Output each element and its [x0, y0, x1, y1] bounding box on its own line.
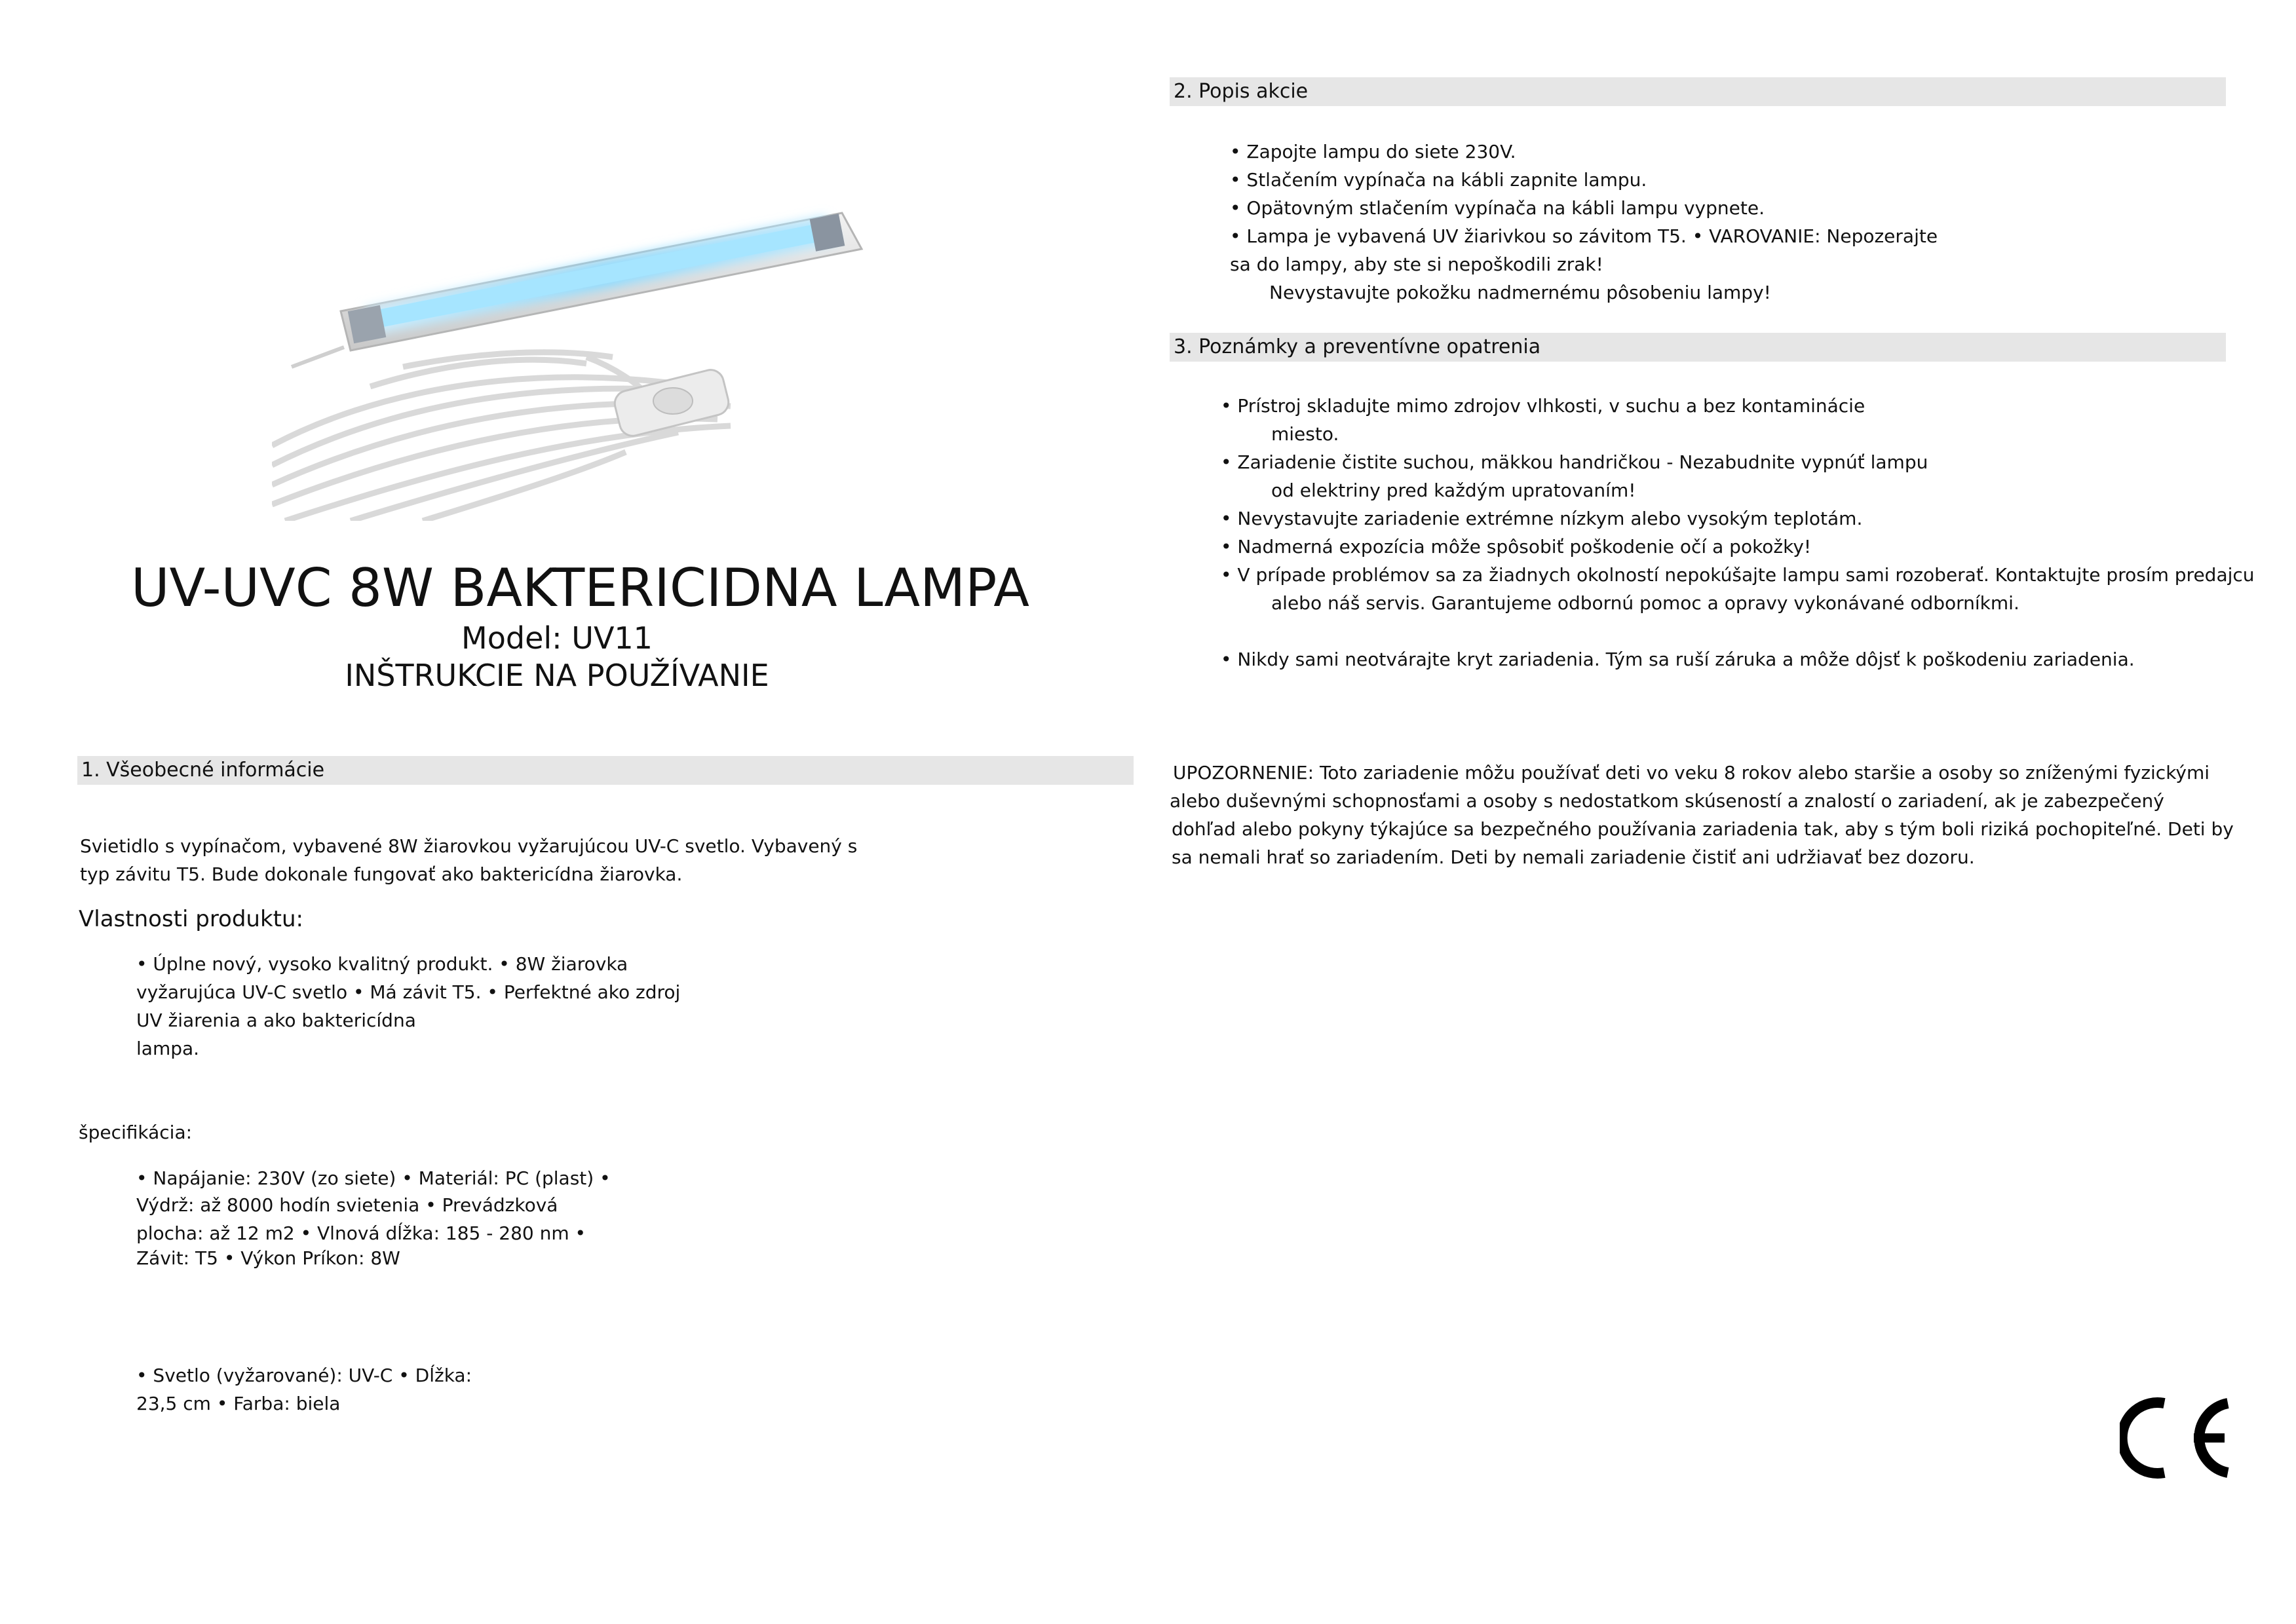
feature-line: vyžarujúca UV-C svetlo • Má závit T5. • Perfektné ako zdroj — [136, 981, 681, 1003]
product-photo — [272, 197, 868, 521]
note-line: • Nevystavujte zariadenie extrémne nízkym alebo vysokým teplotám. — [1221, 508, 1863, 529]
section-1-intro-line: typ závitu T5. Bude dokonale fungovať ako baktericídna žiarovka. — [80, 863, 683, 885]
note-line: • Nikdy sami neotvárajte kryt zariadenia. Tým sa ruší záruka a môže dôjsť k poškodeniu zariadenia. — [1221, 649, 2135, 670]
note-line: alebo náš servis. Garantujeme odbornú pomoc a opravy vykonávané odborníkmi. — [1271, 592, 2019, 614]
instructions-subtitle: INŠTRUKCIE NA POUŽÍVANIE — [345, 658, 769, 693]
note-line: • Prístroj skladujte mimo zdrojov vlhkosti, v suchu a bez kontaminácie — [1221, 395, 1866, 417]
feature-line: UV žiarenia a ako baktericídna — [136, 1010, 416, 1031]
note-line: • Zariadenie čistite suchou, mäkkou handričkou - Nezabudnite vypnúť lampu — [1221, 451, 1928, 473]
spec-line: • Napájanie: 230V (zo siete) • Materiál: PC (plast) • — [136, 1167, 611, 1189]
spec-line: plocha: až 12 m2 • Vlnová dĺžka: 185 - 280 nm • — [136, 1222, 586, 1244]
section-1-heading: 1. Všeobecné informácie — [77, 756, 1134, 785]
warning-line: sa nemali hrať so zariadením. Deti by nemali zariadenie čistiť ani udržiavať bez dozoru. — [1172, 846, 1975, 868]
note-line: miesto. — [1271, 423, 1339, 445]
action-line: Nevystavujte pokožku nadmernému pôsobeniu lampy! — [1269, 282, 1771, 303]
spec-line: Výdrž: až 8000 hodín svietenia • Prevádzková — [136, 1194, 558, 1216]
note-line: • V prípade problémov sa za žiadnych okolností nepokúšajte lampu sami rozoberať. Kontaktujte prosím predajcu — [1221, 564, 2255, 586]
warning-line: UPOZORNENIE: Toto zariadenie môžu používať deti vo veku 8 rokov alebo staršie a osoby so zníženými fyzickými — [1173, 762, 2210, 784]
spec-line: Závit: T5 • Výkon Príkon: 8W — [136, 1247, 400, 1269]
section-2-heading: 2. Popis akcie — [1170, 77, 2226, 106]
action-line: sa do lampy, aby ste si nepoškodili zrak! — [1230, 254, 1603, 275]
action-line: • Zapojte lampu do siete 230V. — [1230, 141, 1516, 162]
feature-line: • Úplne nový, vysoko kvalitný produkt. • 8W žiarovka — [136, 953, 628, 975]
section-3-heading: 3. Poznámky a preventívne opatrenia — [1170, 333, 2226, 362]
action-line: • Lampa je vybavená UV žiarivkou so závitom T5. • VAROVANIE: Nepozerajte — [1230, 225, 1938, 247]
uv-lamp-illustration — [272, 197, 868, 521]
warning-line: dohľad alebo pokyny týkajúce sa bezpečného používania zariadenia tak, aby s tým boli riziká pochopiteľné. Deti by — [1172, 818, 2234, 840]
warning-line: alebo duševnými schopnosťami a osoby s nedostatkom skúseností a znalostí o zariadení, ak je zabezpečený — [1170, 790, 2164, 812]
features-heading: Vlastnosti produktu: — [79, 906, 304, 932]
ce-mark-icon — [2120, 1395, 2238, 1481]
feature-line: lampa. — [136, 1038, 200, 1059]
note-line: od elektriny pred každým upratovaním! — [1271, 480, 1636, 501]
product-model: Model: UV11 — [461, 620, 653, 656]
spec-line: • Svetlo (vyžarované): UV-C • Dĺžka: — [136, 1365, 472, 1386]
spec-heading: špecifikácia: — [79, 1122, 193, 1143]
action-line: • Opätovným stlačením vypínača na kábli lampu vypnete. — [1230, 197, 1765, 219]
note-line: • Nadmerná expozícia môže spôsobiť poškodenie očí a pokožky! — [1221, 536, 1812, 557]
section-1-intro-line: Svietidlo s vypínačom, vybavené 8W žiarovkou vyžarujúcou UV-C svetlo. Vybavený s — [80, 835, 858, 857]
action-line: • Stlačením vypínača na kábli zapnite lampu. — [1230, 169, 1647, 191]
product-title: UV-UVC 8W BAKTERICIDNA LAMPA — [131, 557, 1029, 618]
spec-line: 23,5 cm • Farba: biela — [136, 1393, 341, 1414]
